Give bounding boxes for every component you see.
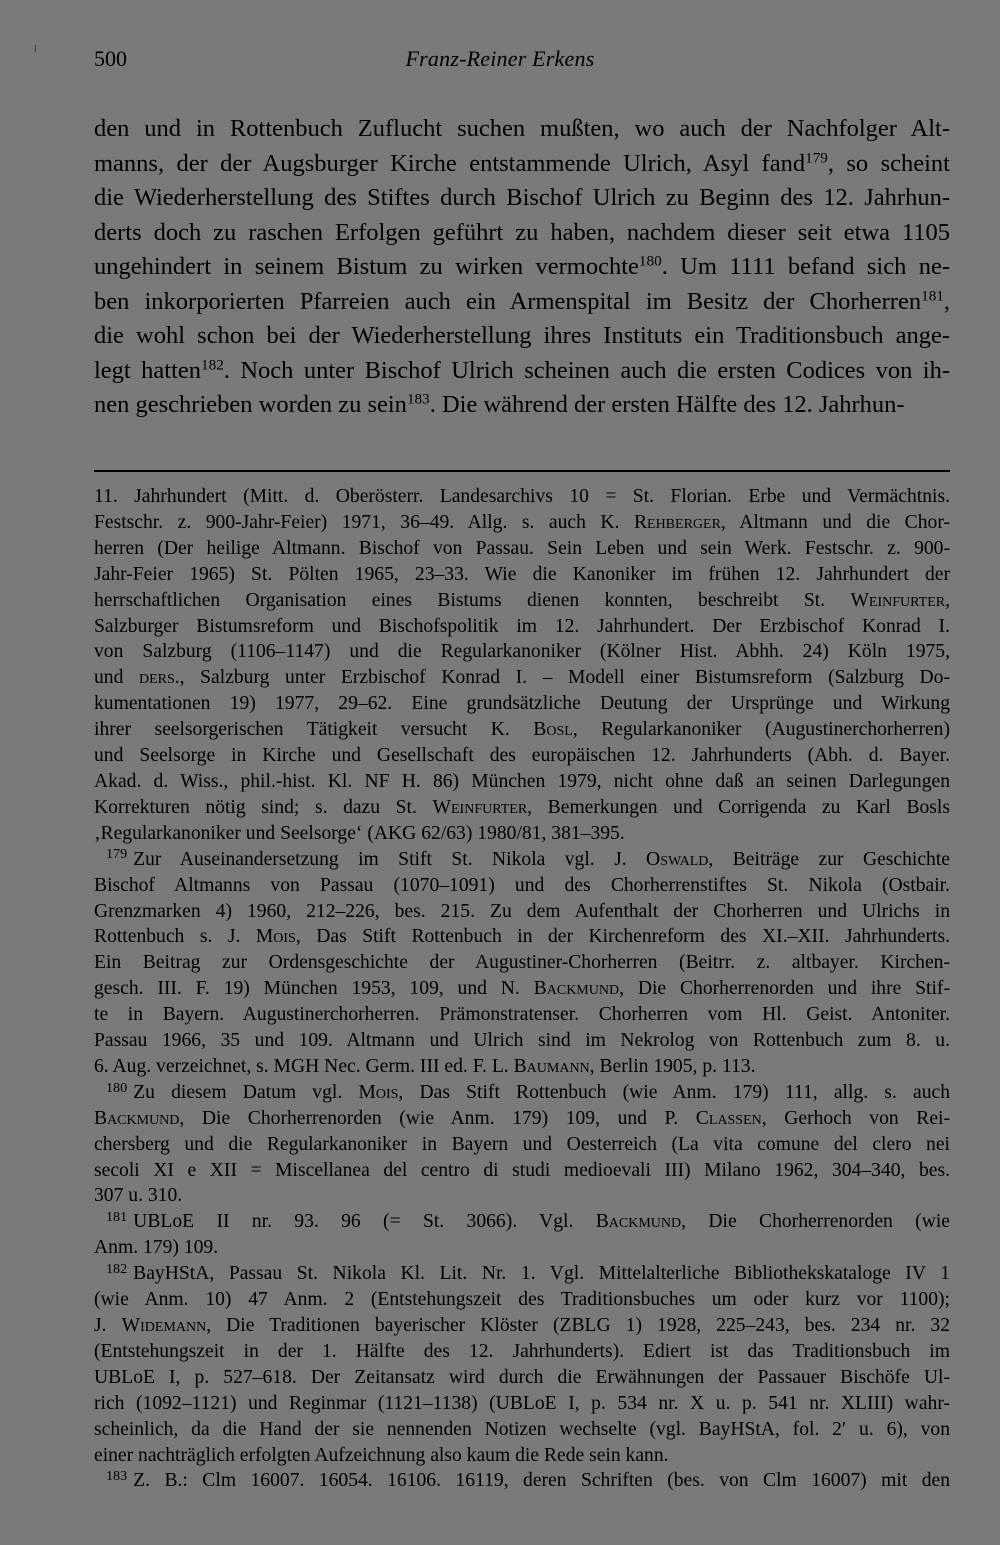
- body-line: [94, 285, 950, 320]
- author-name: Backmund: [94, 1107, 180, 1129]
- footnote-line: [94, 1054, 950, 1080]
- body-line: [94, 354, 950, 389]
- footnote-line: [94, 1287, 950, 1313]
- footnote-line: [94, 1183, 950, 1209]
- text-run: rich (1092–1121) und Reginmar (1121–1138) (UBLoE I, p. 534 nr. X u. p. 541 nr. XLIII) wahr-: [94, 1392, 950, 1414]
- footnote-reference: 181: [921, 287, 944, 305]
- author-name: ders.: [138, 667, 180, 689]
- footnote-line: [94, 1002, 950, 1028]
- footnote-number: 180: [106, 1079, 128, 1096]
- footnote-line: [94, 769, 950, 795]
- footnote-line: [94, 1365, 950, 1391]
- footnote-line: [94, 950, 950, 976]
- footnote-number: 183: [106, 1468, 128, 1485]
- text-run: UBLoE II nr. 93. 96 (= St. 3066). Vgl.: [133, 1211, 596, 1233]
- main-text: [94, 112, 950, 423]
- footnote-line: [94, 821, 950, 847]
- text-run: Festschr. z. 900-Jahr-Feier) 1971, 36–49. Allg. s. auch K.: [94, 511, 634, 533]
- footnote-line: [94, 1028, 950, 1054]
- footnote-line: [94, 899, 950, 925]
- footnote-line: [94, 1106, 950, 1132]
- text-run: , Beiträge zur Geschichte: [708, 848, 950, 870]
- footnote-line: [94, 1339, 950, 1365]
- footnote-line: [94, 665, 950, 691]
- body-line: [94, 181, 950, 216]
- body-line: [94, 388, 950, 423]
- text-run: 11. Jahrhundert (Mitt. d. Oberösterr. Landesarchivs 10 = St. Florian. Erbe und Vermächtnis.: [94, 486, 950, 507]
- footnote-line: [94, 1313, 950, 1339]
- text-run: Jahr-Feier 1965) St. Pölten 1965, 23–33. Wie die Kanoniker im frühen 12. Jahrhundert der: [94, 563, 950, 585]
- text-run: herren (Der heilige Altmann. Bischof von Passau. Sein Leben und sein Werk. Festschr. z. 900-: [94, 537, 950, 559]
- footnote-reference: 179: [805, 149, 828, 167]
- text-run: Z. B.: Clm 16007. 16054. 16106. 16119, deren Schriften (bes. von Clm 16007) mit den: [133, 1470, 950, 1492]
- text-run: BayHStA, Passau St. Nikola Kl. Lit. Nr. 1. Vgl. Mittelalterliche Bibliothekskataloge IV 1: [133, 1263, 950, 1285]
- text-run: , Gerhoch von Rei-: [761, 1107, 950, 1129]
- text-run: te in Bayern. Augustinerchorherren. Prämonstratenser. Chorherren vom Hl. Geist. Antoniter.: [94, 1004, 950, 1026]
- text-run: manns, der der Augsburger Kirche entstammende Ulrich, Asyl fand: [94, 149, 806, 177]
- text-run: ungehindert in seinem Bistum zu wirken vermochte: [94, 253, 639, 280]
- footnote-line: [94, 588, 950, 614]
- footnote-separator-rule: [94, 470, 950, 472]
- text-run: nen geschrieben worden zu sein: [94, 391, 407, 418]
- footnote-line: [94, 1209, 950, 1235]
- footnote-line: [94, 614, 950, 640]
- footnote-number: 182: [106, 1260, 128, 1277]
- author-name: Oswald: [646, 848, 709, 870]
- text-run: Akad. d. Wiss., phil.-hist. Kl. NF H. 86) München 1979, nicht ohne daß an seinen Darlegungen: [94, 770, 950, 792]
- text-run: , Das Stift Rottenbuch in der Kirchenreform des XI.–XII. Jahrhunderts.: [295, 926, 950, 948]
- footnote-line: [94, 691, 950, 717]
- footnote-reference: 182: [201, 356, 224, 374]
- footnote-line: [94, 1235, 950, 1261]
- text-run: Bischof Altmanns von Passau (1070–1091) und des Chorherrenstiftes St. Nikola (Ostbair.: [94, 874, 950, 896]
- footnote-line: [94, 976, 950, 1002]
- footnote-line: [94, 1080, 950, 1106]
- author-name: Widemann: [121, 1315, 207, 1336]
- text-run: scheinlich, da die Hand der sie nennenden Notizen wechselte (vgl. BayHStA, fol. 2′ u. 6), von: [94, 1418, 950, 1440]
- text-run: 307 u. 310.: [94, 1185, 183, 1207]
- text-run: ihrer seelsorgerischen Tätigkeit versucht K.: [94, 719, 534, 741]
- text-run: Anm. 179) 109.: [94, 1237, 219, 1259]
- text-run: Passau 1966, 35 und 109. Altmann und Ulrich sind im Nekrolog von Rottenbuch zum 8. u.: [94, 1030, 950, 1052]
- footnote-line: [94, 1158, 950, 1184]
- author-name: Mois: [358, 1081, 399, 1103]
- footnote-line: [94, 717, 950, 743]
- body-line: [94, 250, 950, 285]
- text-run: Rottenbuch s. J.: [94, 926, 256, 948]
- text-run: ,: [945, 589, 950, 611]
- text-run: (Entstehungszeit in der 1. Hälfte des 12. Jahrhunderts). Ediert ist das Traditionsbuch im: [94, 1340, 950, 1362]
- text-run: derts doch zu raschen Erfolgen geführt zu haben, nachdem dieser seit etwa 1105: [94, 218, 950, 246]
- text-run: Korrekturen nötig sind; s. dazu St.: [94, 796, 433, 818]
- author-name: Mois: [255, 926, 296, 948]
- footnote-number: 179: [106, 846, 128, 863]
- text-run: einer nachträglich erfolgten Aufzeichnung also kaum die Rede sein kann.: [94, 1444, 669, 1466]
- text-run: , Bemerkungen und Corrigenda zu Karl Bosls: [527, 796, 950, 818]
- footnote-line: [94, 1261, 950, 1287]
- text-run: , Die Traditionen bayerischer Klöster (ZBLG 1) 1928, 225–243, bes. 234 nr. 32: [206, 1315, 950, 1336]
- text-run: von Salzburg (1106–1147) und die Regularkanoniker (Kölner Hist. Abhh. 24) Köln 1975,: [94, 641, 950, 663]
- text-run: (wie Anm. 10) 47 Anm. 2 (Entstehungszeit des Traditionsbuches um oder kurz vor 1100);: [94, 1289, 950, 1311]
- footnote-line: [94, 795, 950, 821]
- text-run: gesch. III. F. 19) München 1953, 109, und N.: [94, 978, 534, 1000]
- text-run: secoli XI e XII = Miscellanea del centro di studi medioevali III) Milano 1962, 304–340, bes.: [94, 1159, 950, 1181]
- author-name: Weinfurter: [850, 589, 946, 611]
- text-run: , Berlin 1905, p. 113.: [589, 1055, 756, 1077]
- text-run: , Die Chorherrenorden und ihre Stif-: [619, 978, 950, 1000]
- footnote-line: [94, 562, 950, 588]
- author-name: Bosl: [533, 719, 573, 741]
- text-run: kumentationen 19) 1977, 29–62. Eine grundsätzliche Deutung der Ursprünge und Wirkung: [94, 693, 950, 715]
- text-run: legt hatten: [94, 356, 202, 384]
- author-name: Weinfurter: [432, 796, 528, 818]
- footnote-number: 181: [106, 1209, 128, 1226]
- text-run: , Salzburg unter Erzbischof Konrad I. – Modell einer Bistumsreform (Salzburg Do-: [179, 667, 950, 689]
- footnote-line: [94, 1468, 950, 1494]
- text-run: UBLoE I, p. 527–618. Der Zeitansatz wird durch die Erwähnungen der Passauer Bischöfe Ul-: [94, 1366, 950, 1388]
- text-run: herrschaftlichen Organisation eines Bistums dienen konnten, beschreibt St.: [94, 589, 851, 611]
- text-run: J.: [94, 1315, 122, 1336]
- text-run: Zu diesem Datum vgl.: [133, 1081, 359, 1103]
- author-name: Classen: [695, 1107, 762, 1129]
- text-run: und: [94, 667, 139, 689]
- body-line: [94, 147, 950, 182]
- text-run: ben inkorporierten Pfarreien auch ein Armenspital im Besitz der Chorherren: [94, 287, 922, 315]
- footnote-line: [94, 510, 950, 536]
- footnote-line: [94, 484, 950, 510]
- body-line: [94, 319, 950, 354]
- footnote-line: [94, 1417, 950, 1443]
- text-run: Ein Beitrag zur Ordensgeschichte der Augustiner-Chorherren (Beitrr. z. altbayer. Kirchen-: [94, 952, 950, 974]
- text-run: , Regularkanoniker (Augustinerchorherren): [572, 719, 950, 741]
- text-run: Grenzmarken 4) 1960, 212–226, bes. 215. Zu dem Aufenthalt der Chorherren und Ulrichs in: [94, 900, 950, 922]
- author-name: Rehberger: [633, 511, 721, 533]
- footnote-line: [94, 924, 950, 950]
- text-run: , Die Chorherrenorden (wie: [681, 1211, 950, 1233]
- page-number: 500: [94, 46, 127, 71]
- text-run: ‚Regularkanoniker und Seelsorge‘ (AKG 62/63) 1980/81, 381–395.: [94, 822, 625, 844]
- running-head: Franz-Reiner Erkens: [405, 46, 595, 71]
- text-run: , so scheint: [827, 149, 950, 177]
- text-run: . Um 1111 befand sich ne-: [661, 253, 950, 280]
- text-run: Salzburger Bistumsreform und Bischofspolitik im 12. Jahrhundert. Der Erzbischof Konrad I.: [94, 615, 950, 637]
- text-run: . Noch unter Bischof Ulrich scheinen auch die ersten Codices von ih-: [223, 356, 950, 384]
- text-run: die wohl schon bei der Wiederherstellung ihres Instituts ein Traditionsbuch ange-: [94, 322, 950, 349]
- body-line: [94, 112, 950, 147]
- footnote-line: [94, 873, 950, 899]
- footnote-reference: 180: [638, 252, 662, 270]
- text-run: chersberg und die Regularkanoniker in Bayern und Oesterreich (La vita comune del clero nei: [94, 1133, 950, 1155]
- footnote-line: [94, 639, 950, 665]
- text-run: und Seelsorge in Kirche und Gesellschaft des europäischen 12. Jahrhunderts (Abh. d. Bayer.: [94, 745, 950, 767]
- text-run: Zur Auseinandersetzung im Stift St. Nikola vgl. J.: [133, 848, 647, 870]
- footnote-line: [94, 847, 950, 873]
- footnotes: [94, 484, 950, 1494]
- text-run: , Die Chorherrenorden (wie Anm. 179) 109, und P.: [179, 1107, 696, 1129]
- footnote-reference: 183: [406, 390, 430, 408]
- footnote-line: [94, 1132, 950, 1158]
- text-run: 6. Aug. verzeichnet, s. MGH Nec. Germ. III ed. F. L.: [94, 1055, 514, 1077]
- author-name: Backmund: [533, 978, 620, 1000]
- scan-corner-mark: ł: [34, 44, 37, 55]
- text-run: . Die während der ersten Hälfte des 12. Jahrhun-: [429, 391, 905, 418]
- footnote-line: [94, 536, 950, 562]
- body-line: [94, 216, 950, 251]
- author-name: Backmund: [595, 1211, 682, 1233]
- footnote-line: [94, 1443, 950, 1469]
- text-run: die Wiederherstellung des Stiftes durch Bischof Ulrich zu Beginn des 12. Jahrhun-: [94, 184, 950, 211]
- text-run: , Altmann und die Chor-: [720, 511, 950, 533]
- footnote-line: [94, 743, 950, 769]
- author-name: Baumann: [513, 1055, 590, 1077]
- text-run: den und in Rottenbuch Zuflucht suchen mußten, wo auch der Nachfolger Alt-: [94, 115, 950, 142]
- text-run: , Das Stift Rottenbuch (wie Anm. 179) 111, allg. s. auch: [398, 1081, 950, 1103]
- footnote-line: [94, 1391, 950, 1417]
- text-run: ,: [943, 287, 950, 315]
